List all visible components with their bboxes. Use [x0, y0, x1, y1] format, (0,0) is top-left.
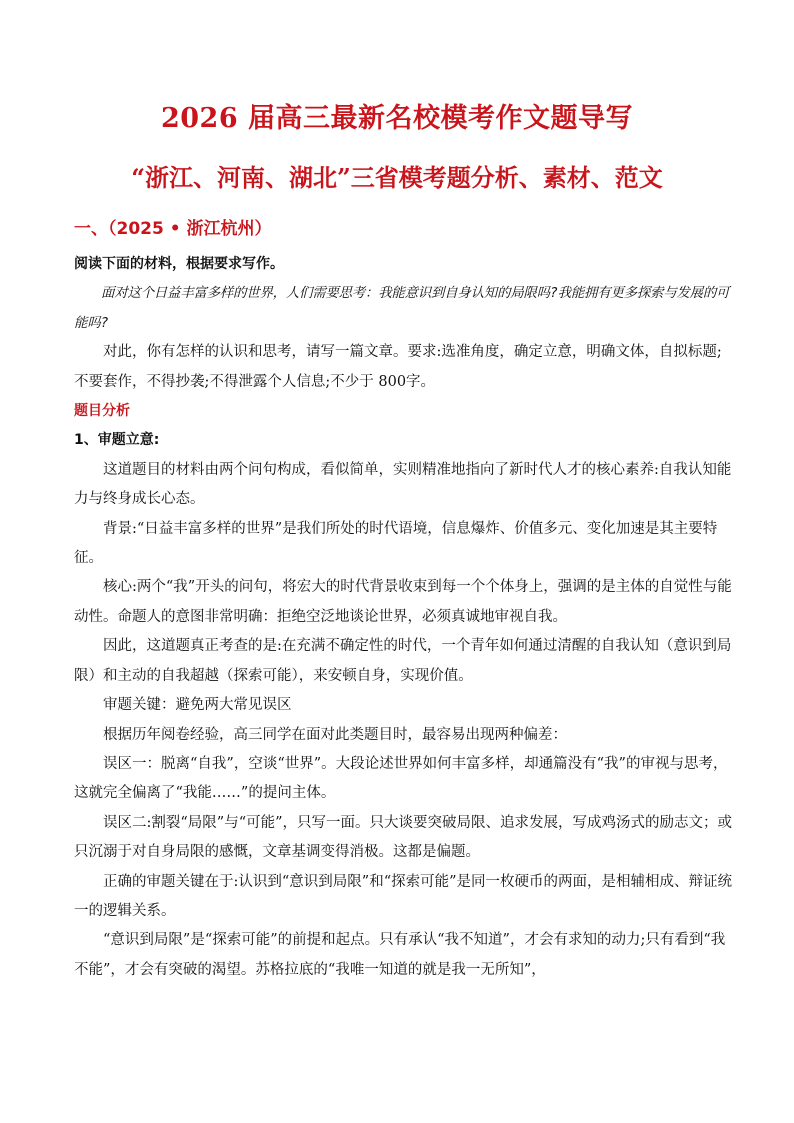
paragraph: 误区二:割裂“局限”与“可能”，只写一面。只大谈要突破局限、追求发展，写成鸡汤式的励志文；或只沉溺于对自身局限的感慨，文章基调变得消极。这都是偏题。 [74, 814, 733, 861]
paragraph: 误区一：脱离“自我”，空谈“世界”。大段论述世界如何丰富多样，却通篇没有“我”的审视与思考，这就完全偏离了“我能……”的提问主体。 [74, 755, 728, 802]
paragraph: 根据历年阅卷经验，高三同学在面对此类题目时，最容易出现两种偏差： [103, 726, 567, 743]
section-heading: 一、（2025 • 浙江杭州） [74, 219, 272, 239]
sub-label: 1、审题立意: [74, 432, 160, 449]
instruction-text: 阅读下面的材料，根据要求写作。 [74, 256, 284, 272]
requirement-text: 对此，你有怎样的认识和思考，请写一篇文章。要求:选准角度，确定立意，明确文体，自拟标题;不要套作，不得抄袭;不得泄露个人信息;不少于 800字。 [74, 344, 722, 390]
material-text: 面对这个日益丰富多样的世界，人们需要思考：我能意识到自身认知的局限吗?我能拥有更多探索与发展的可能吗? [74, 285, 730, 331]
paragraph: 因此，这道题真正考查的是:在充满不确定性的时代，一个青年如何通过清醒的自我认知（意识到局限）和主动的自我超越（探索可能），来安顿自身，实现价值。 [74, 638, 732, 684]
paragraph: 正确的审题关键在于:认识到“意识到局限”和“探索可能”是同一枚硬币的两面，是相辅相成、辩证统一的逻辑关系。 [74, 873, 733, 919]
paragraph: 核心:两个“我”开头的问句，将宏大的时代背景收束到每一个个体身上，强调的是主体的自觉性与能动性。命题人的意图非常明确：拒绝空泛地谈论世界，必须真诚地审视自我。 [74, 579, 732, 625]
section-content [74, 250, 734, 985]
paragraph: 这道题目的材料由两个问句构成，看似简单，实则精准地指向了新时代人才的核心素养:自我认知能力与终身成长心态。 [74, 461, 732, 508]
paragraph: 审题关键：避免两大常见误区 [103, 697, 292, 714]
document-title: 2026 届高三最新名校模考作文题导写 [160, 103, 634, 134]
analysis-label: 题目分析 [74, 403, 130, 420]
paragraph: “意识到局限”是“探索可能”的前提和起点。只有承认“我不知道”，才会有求知的动力;只有看到“我不能”，才会有突破的渴望。苏格拉底的“我唯一知道的就是我一无所知”， [74, 932, 726, 978]
document-subtitle: “浙江、河南、湖北”三省模考题分析、素材、范文 [131, 163, 663, 192]
paragraph: 背景:“日益丰富多样的世界”是我们所处的时代语境，信息爆炸、价值多元、变化加速是其主要特征。 [74, 520, 718, 567]
